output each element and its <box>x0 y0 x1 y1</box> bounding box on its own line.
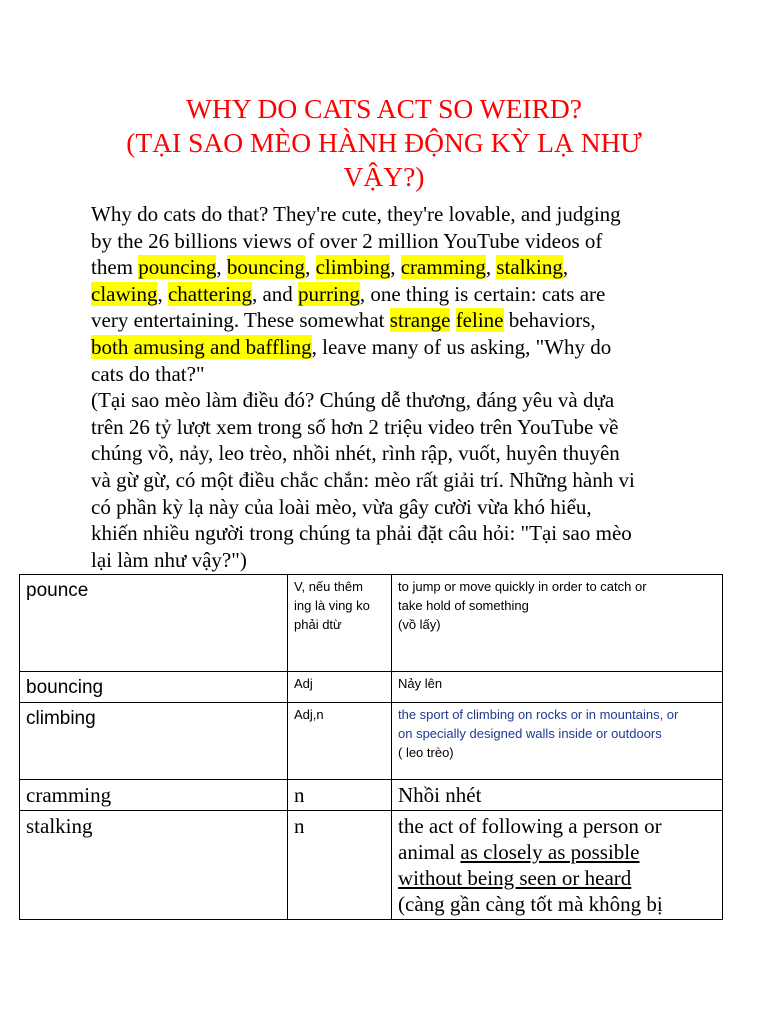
text-line: (Tại sao mèo làm điều đó? Chúng dễ thương, đáng yêu và dựa <box>91 388 615 413</box>
text-line <box>91 334 691 361</box>
title-line: (TẠI SAO MÈO HÀNH ĐỘNG KỲ LẠ NHƯ <box>126 127 642 158</box>
definition-cell <box>392 703 723 780</box>
title-line: WHY DO CATS ACT SO WEIRD? <box>186 93 582 124</box>
text-run: behaviors, <box>503 308 596 333</box>
table-row <box>20 703 723 780</box>
type-cell <box>288 575 392 672</box>
cell-line: ing là ving ko <box>294 598 370 613</box>
highlighted-word: both amusing and baffling <box>91 334 312 359</box>
highlighted-word: clawing <box>91 281 158 306</box>
text-run: , and <box>251 281 299 306</box>
highlighted-word: climbing <box>315 255 391 280</box>
table-row <box>20 811 723 920</box>
text-line: them pouncing, bouncing, climbing, cramming, stalking, <box>91 255 569 280</box>
definition-cell <box>392 811 723 920</box>
cell-line: take hold of something <box>398 598 529 613</box>
word-cell: stalking <box>20 811 288 920</box>
text-line: cats do that?" <box>91 361 205 386</box>
cell-line: phải dtừ <box>294 617 342 632</box>
definition-cell: Nhồi nhét <box>392 780 723 811</box>
cell-line: (càng gần càng tốt mà không bị <box>398 892 663 916</box>
highlighted-word: strange <box>389 308 451 333</box>
cell-line: on specially designed walls inside or outdoors <box>398 726 662 741</box>
text-line: có phần kỳ lạ này của loài mèo, vừa gây cười vừa khó hiểu, <box>91 494 592 519</box>
table-row <box>20 780 723 811</box>
text-line: Why do cats do that? They're cute, they're lovable, and judging <box>91 202 621 226</box>
text-line: lại làm như vậy?") <box>91 547 247 572</box>
type-cell: n <box>288 780 392 811</box>
highlighted-word: chattering <box>167 281 252 306</box>
body-paragraph <box>91 201 691 573</box>
highlighted-word: stalking <box>496 255 563 280</box>
word-cell: cramming <box>20 780 288 811</box>
definition-cell: Nảy lên <box>392 672 723 703</box>
cell-line: ( leo trèo) <box>398 745 454 760</box>
underlined-text: as closely as possible <box>460 840 640 864</box>
text-run: , leave many of us asking, "Why do <box>311 334 612 359</box>
type-cell: n <box>288 811 392 920</box>
cell-line: the sport of climbing on rocks or in mountains, or <box>398 707 679 722</box>
cell-line: the act of following a person or <box>398 814 662 838</box>
text-line: khiến nhiều người trong chúng ta phải đặt câu hỏi: "Tại sao mèo <box>91 521 632 546</box>
highlighted-word: cramming <box>400 255 486 280</box>
definition-cell <box>392 575 723 672</box>
text-run: animal <box>398 840 461 864</box>
word-cell: pounce <box>20 575 288 672</box>
text-run: , one thing is certain: cats are <box>359 281 606 306</box>
table-row <box>20 575 723 672</box>
text-run: very entertaining. These somewhat <box>91 308 390 333</box>
word-cell: bouncing <box>20 672 288 703</box>
highlighted-word: pouncing <box>138 255 217 280</box>
cell-line: (vồ lấy) <box>398 617 441 632</box>
text-line: by the 26 billions views of over 2 million YouTube videos of <box>91 228 603 253</box>
cell-line: V, nếu thêm <box>294 579 363 594</box>
highlighted-word: bouncing <box>226 255 306 280</box>
text-line <box>91 307 691 334</box>
highlighted-word: purring <box>298 281 360 306</box>
title-line: VẬY?) <box>343 161 425 192</box>
cell-line <box>398 839 716 865</box>
text-line: clawing, chattering, and purring, one thing is certain: cats are <box>91 281 606 306</box>
vocabulary-table <box>19 574 723 920</box>
table-row <box>20 672 723 703</box>
word-cell: climbing <box>20 703 288 780</box>
type-cell: Adj <box>288 672 392 703</box>
document-title <box>60 92 708 194</box>
cell-line: to jump or move quickly in order to catch or <box>398 579 647 594</box>
underlined-text: without being seen or heard <box>398 866 632 890</box>
text-run: them <box>91 255 139 280</box>
type-cell: Adj,n <box>288 703 392 780</box>
text-line: trên 26 tỷ lượt xem trong số hơn 2 triệu video trên YouTube về <box>91 414 619 439</box>
text-line: chúng vồ, nảy, leo trèo, nhồi nhét, rình rập, vuốt, huyên thuyên <box>91 441 620 466</box>
highlighted-word: feline <box>455 308 504 333</box>
text-line: và gừ gừ, có một điều chắc chắn: mèo rất giải trí. Những hành vi <box>91 467 635 492</box>
